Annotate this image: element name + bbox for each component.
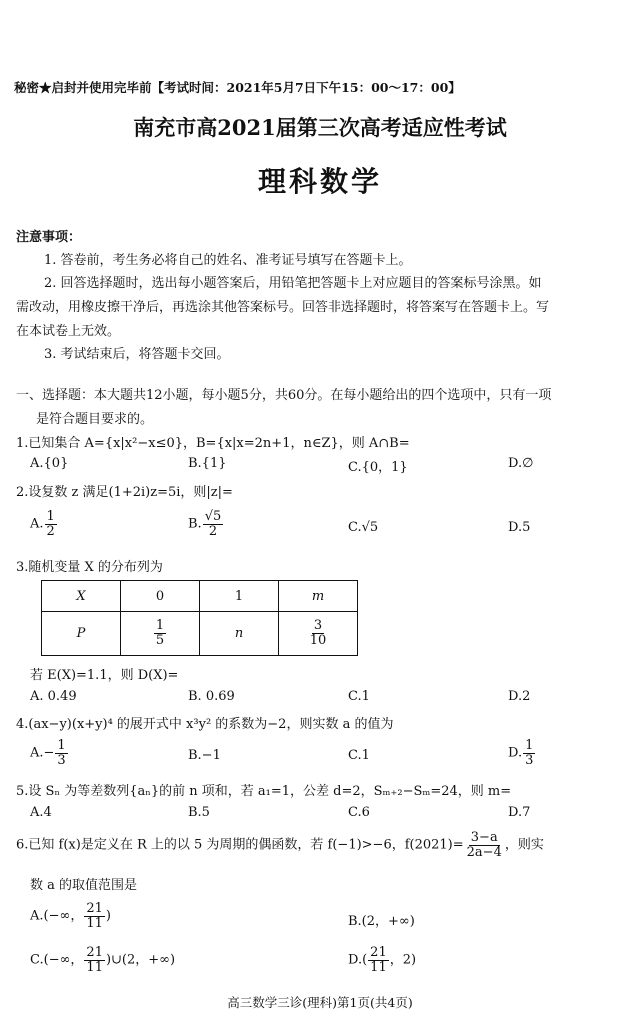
- note-2-line1: 2. 回答选择题时，选出每小题答案后，用铅笔把答题卡上对应题目的答案标号涂黑。如: [44, 276, 542, 291]
- exam-title: 南充市高2021届第三次高考适应性考试: [133, 115, 507, 140]
- q5-option-c: C.6: [348, 805, 370, 820]
- q1-option-d: D.∅: [508, 456, 534, 471]
- q6-option-b: B.(2，+∞): [348, 914, 415, 929]
- q2-option-b: B. $\frac{√5}{2}$: [188, 509, 222, 539]
- q3-stem: 3.随机变量 X 的分布列为: [16, 560, 163, 575]
- note-2-line3: 在本试卷上无效。: [16, 324, 121, 339]
- q4-stem: 4.(ax−y)(x+y)⁴ 的展开式中 x³y² 的系数为−2，则实数 a 的值为: [16, 717, 394, 732]
- q3-condition: 若 E(X)=1.1，则 D(X)=: [30, 668, 179, 683]
- q3-option-c: C.1: [348, 689, 370, 704]
- table-cell: n: [200, 612, 279, 656]
- q2-option-c: C.√5: [348, 520, 379, 535]
- table-cell: 0: [121, 581, 200, 612]
- page-footer: 高三数学三诊(理科)第1页(共4页): [227, 995, 413, 1010]
- note-1: 1. 答卷前，考生务必将自己的姓名、准考证号填写在答题卡上。: [44, 253, 412, 268]
- distribution-table: [41, 580, 358, 656]
- q5-option-b: B.5: [188, 805, 210, 820]
- table-cell: $\frac{1}{5}$: [121, 612, 200, 656]
- q6-option-a: A.(−∞， $\frac{21}{11}$ ): [30, 901, 111, 931]
- q6-option-d: D.( $\frac{21}{11}$ ，2): [348, 945, 417, 975]
- table-cell: $\frac{3}{10}$: [279, 612, 358, 656]
- q4-option-a: A.− $\frac{1}{3}$: [30, 738, 66, 768]
- note-2-line2: 需改动，用橡皮擦干净后，再选涂其他答案标号。回答非选择题时，将答案写在答题卡上。写: [16, 300, 550, 315]
- q5-stem: 5.设 Sₙ 为等差数列{aₙ}的前 n 项和，若 a₁=1，公差 d=2，Sₘ₊₂−Sₘ=24，则 m=: [16, 784, 512, 799]
- q1-option-b: B.{1}: [188, 456, 227, 471]
- q2-option-a: A. $\frac{1}{2}$: [30, 509, 55, 539]
- note-3: 3. 考试结束后，将答题卡交回。: [44, 347, 230, 362]
- q3-option-a: A. 0.49: [30, 689, 77, 704]
- secret-line: 秘密★启封并使用完毕前【考试时间：2021年5月7日下午15：00～17：00】: [14, 80, 461, 95]
- q5-option-d: D.7: [508, 805, 531, 820]
- q1-stem: 1.已知集合 A={x|x²−x≤0}，B={x|x=2n+1，n∈Z}，则 A∩B=: [16, 436, 410, 451]
- q5-option-a: A.4: [30, 805, 52, 820]
- q2-option-d: D.5: [508, 520, 531, 535]
- q3-option-d: D.2: [508, 689, 531, 704]
- q6-option-c: C.(−∞， $\frac{21}{11}$ )∪(2，+∞): [30, 945, 176, 975]
- table-cell: m: [279, 581, 358, 612]
- q3-option-b: B. 0.69: [188, 689, 235, 704]
- q1-option-c: C.{0，1}: [348, 460, 408, 475]
- notes-heading: 注意事项：: [16, 230, 82, 245]
- q2-stem: 2.设复数 z 满足(1+2i)z=5i，则|z|=: [16, 485, 233, 500]
- q4-option-d: D. $\frac{1}{3}$: [508, 738, 534, 768]
- table-cell: 1: [200, 581, 279, 612]
- q4-option-c: C.1: [348, 748, 370, 763]
- q6-stem-cont: 数 a 的取值范围是: [30, 878, 138, 893]
- table-cell: P: [42, 612, 121, 656]
- q1-option-a: A.{0}: [30, 456, 69, 471]
- q6-stem: 6.已知 f(x)是定义在 R 上的以 5 为周期的偶函数，若 f(−1)>−6，f(2021)= $\frac{3-a}{2a-4}$ ，则实: [16, 830, 544, 860]
- subject-title: 理科数学: [257, 165, 382, 198]
- q4-option-b: B.−1: [188, 748, 221, 763]
- table-cell: X: [42, 581, 121, 612]
- section-heading-cont: 是符合题目要求的。: [36, 412, 154, 427]
- section-heading: 一、选择题：本大题共12小题，每小题5分，共60分。在每小题给出的四个选项中，只有一项: [16, 388, 552, 403]
